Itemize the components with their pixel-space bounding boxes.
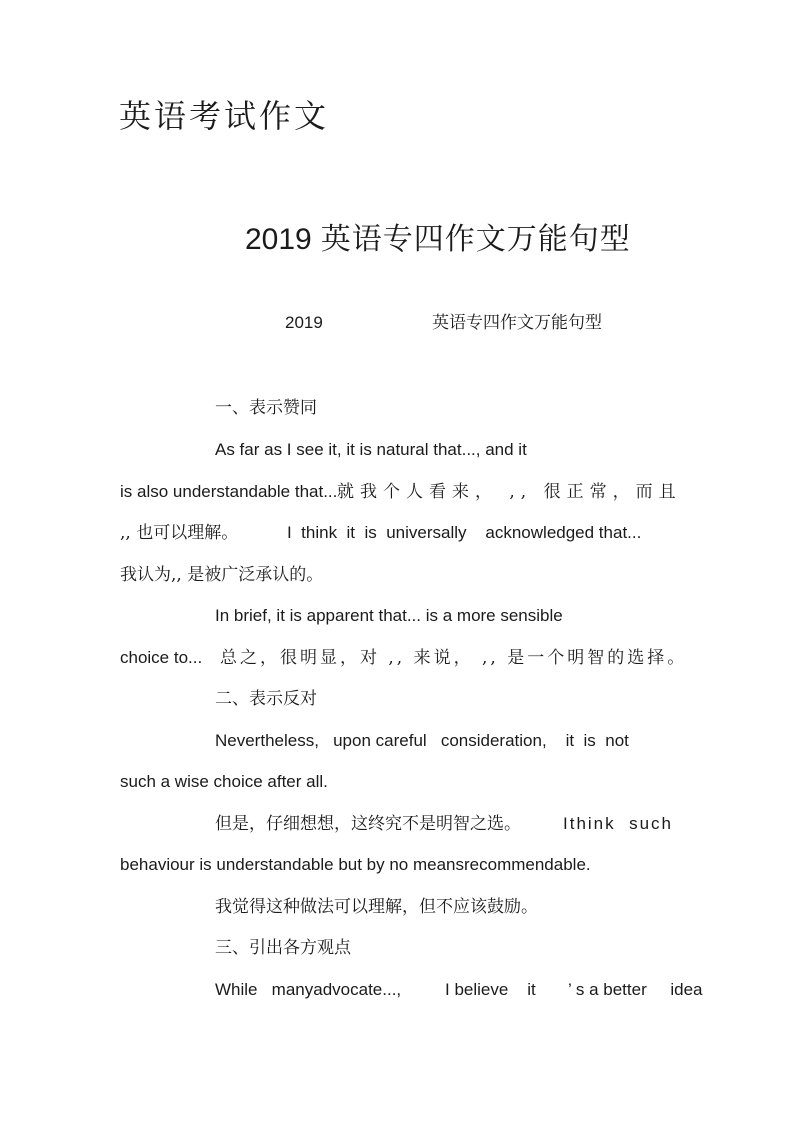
section-heading-1: [215, 397, 317, 419]
text-segment: 总之，很明显，对 ,, 来说， ,, 是一个明智的选择。: [220, 648, 688, 668]
title-text: 英语专四作文万能句型: [320, 222, 631, 257]
text-segment: behaviour is understandable but by no meansrecommendable.: [120, 855, 591, 874]
text-segment: I believe it: [445, 980, 536, 999]
document-title: [215, 183, 631, 297]
body-line: [215, 813, 673, 835]
text-segment: Nevertheless, upon careful consideration, it is not: [215, 731, 629, 750]
body-line: [215, 896, 538, 918]
body-line: [120, 854, 591, 876]
text-segment: As far as I see it, it is natural that..., and it: [215, 440, 527, 459]
text-segment: I think it is universally acknowledged that...: [287, 523, 642, 542]
body-line: [120, 564, 323, 586]
subtitle-line: [285, 312, 602, 334]
text-segment: 一、表示赞同: [215, 398, 317, 418]
text-segment: Ithink such: [563, 814, 673, 833]
text-segment: 三、引出各方观点: [215, 938, 351, 958]
text-segment: In brief, it is apparent that... is a more sensible: [215, 606, 563, 625]
body-line: [215, 439, 527, 461]
section-heading-2: [215, 688, 317, 710]
text-segment: choice to...: [120, 648, 203, 667]
body-line: [120, 647, 688, 669]
text-segment: 二、表示反对: [215, 689, 317, 709]
body-line: [215, 605, 563, 627]
text-segment: While manyadvocate...,: [215, 980, 402, 999]
title-year: 2019: [245, 223, 312, 256]
text-segment: 2019: [285, 313, 323, 332]
body-line: [120, 481, 682, 503]
text-segment: is also understandable that...: [120, 482, 338, 501]
text-segment: 但是，仔细想想，这终究不是明智之选。: [215, 814, 521, 834]
text-segment: 我觉得这种做法可以理解，但不应该鼓励。: [215, 897, 538, 917]
text-segment: 我认为,, 是被广泛承认的。: [120, 565, 324, 585]
body-line: [215, 730, 629, 752]
text-segment: ’ s a better idea: [568, 980, 703, 999]
body-line: [120, 771, 328, 793]
text-segment: 英语专四作文万能句型: [432, 313, 602, 333]
text-segment: 就我个人看来， ,, 很正常，而且: [337, 482, 682, 502]
document-heading: 英语考试作文: [119, 97, 330, 135]
body-line: [120, 522, 642, 544]
section-heading-3: [215, 937, 351, 959]
text-segment: ,, 也可以理解。: [120, 523, 239, 543]
body-line: [215, 979, 703, 1001]
text-segment: such a wise choice after all.: [120, 772, 328, 791]
